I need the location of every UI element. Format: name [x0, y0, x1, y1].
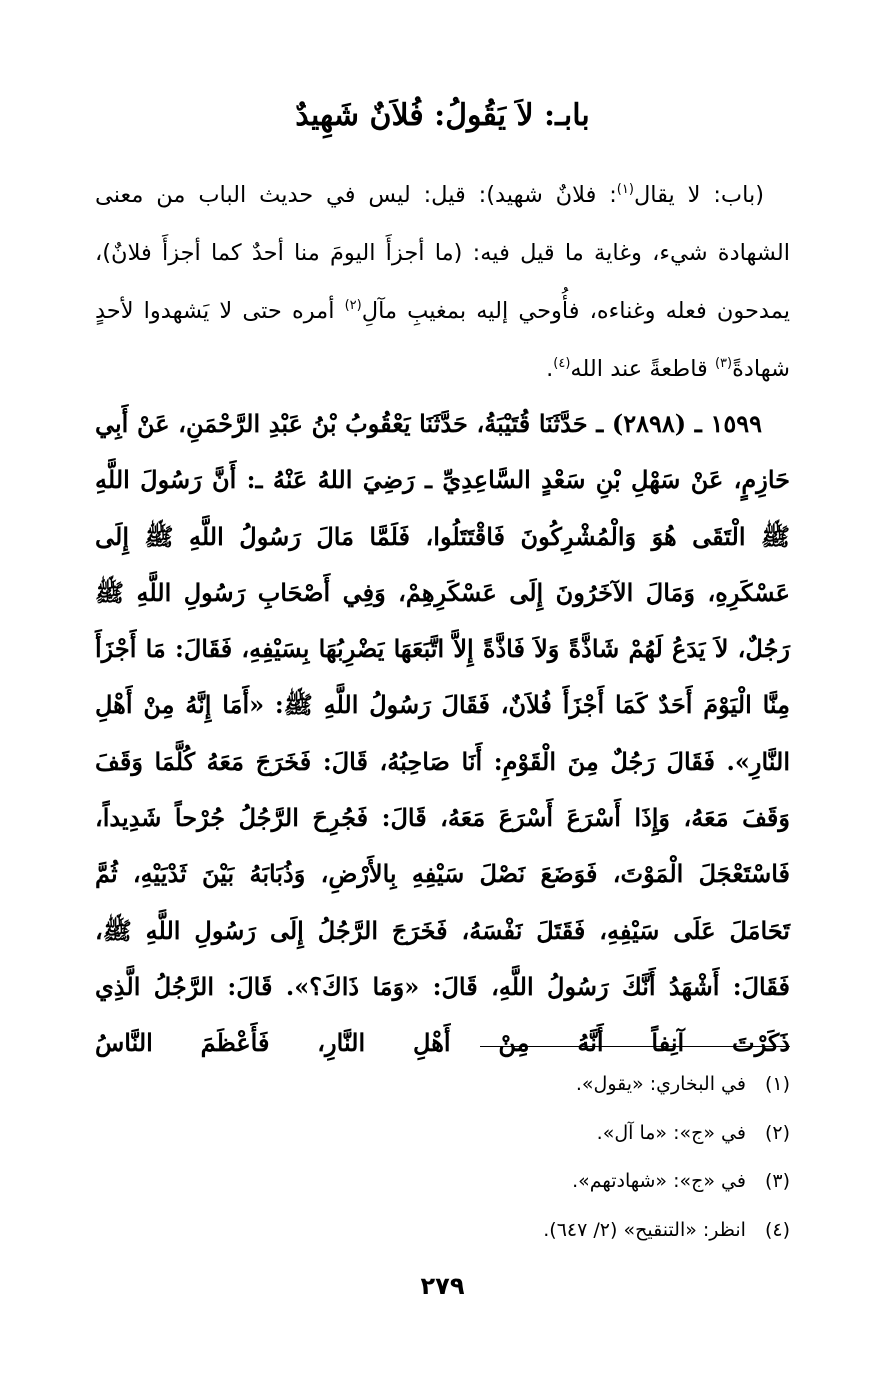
hadith-paragraph	[95, 396, 790, 1072]
commentary-segment: (باب: لا يقال	[633, 182, 764, 208]
footnotes-list	[95, 1060, 790, 1254]
footnote-text: في البخاري: «يقول».	[575, 1073, 746, 1095]
footnote-number: (٤)	[764, 1218, 790, 1241]
chapter-title: بابـ: لاَ يَقُولُ: فُلاَنٌ شَهِيدٌ	[295, 98, 590, 133]
footnote-item	[95, 1060, 790, 1109]
footnote-number: (١)	[764, 1073, 790, 1095]
hadith-text: ١٥٩٩ ـ (٢٨٩٨) ـ حَدَّثَنَا قُتَيْبَةُ، حَدَّثَنَا يَعْقُوبُ بْنُ عَبْدِ الرَّحْمَنِ، عَنْ أَبِي حَازِمٍ، عَنْ سَهْلِ بْنِ سَعْدٍ السَّاعِدِيِّ ـ رَضِيَ اللهُ عَنْهُ ـ: أَنَّ رَسُولَ اللَّهِ ﷺ الْتَقَى هُوَ وَالْمُشْرِكُونَ فَاقْتَتَلُوا، فَلَمَّا مَالَ رَسُولُ اللَّهِ ﷺ إِلَى عَسْكَرِهِ، وَمَالَ الآخَرُونَ إِلَى عَسْكَرِهِمْ، وَفِي أَصْحَابِ رَسُولِ اللَّهِ ﷺ رَجُلٌ، لاَ يَدَعُ لَهُمْ شَاذَّةً وَلاَ فَاذَّةً إِلاَّ اتَّبَعَهَا يَضْرِبُهَا بِسَيْفِهِ، فَقَالَ: مَا أَجْزَأَ مِنَّا الْيَوْمَ أَحَدٌ كَمَا أَجْزَأَ فُلاَنٌ، فَقَالَ رَسُولُ اللَّهِ ﷺ: «أَمَا إِنَّهُ مِنْ أَهْلِ النَّارِ». فَقَالَ رَجُلٌ مِنَ الْقَوْمِ: أَنَا صَاحِبُهُ، قَالَ: فَخَرَجَ مَعَهُ كُلَّمَا وَقَفَ وَقَفَ مَعَهُ، وَإِذَا أَسْرَعَ أَسْرَعَ مَعَهُ، قَالَ: فَجُرِحَ الرَّجُلُ جُرْحاً شَدِيداً، فَاسْتَعْجَلَ الْمَوْتَ، فَوَضَعَ نَصْلَ سَيْفِهِ بِالأَرْضِ، وَذُبَابَهُ بَيْنَ ثَدْيَيْهِ، ثُمَّ تَحَامَلَ عَلَى سَيْفِهِ، فَقَتَلَ نَفْسَهُ، فَخَرَجَ الرَّجُلُ إِلَى رَسُولِ اللَّهِ ﷺ، فَقَالَ: أَشْهَدُ أَنَّكَ رَسُولُ اللَّهِ، قَالَ: «وَمَا ذَاكَ؟». قَالَ: الرَّجُلُ الَّذِي ذَكَرْتَ آنِفاً أَنَّهُ مِنْ أَهْلِ النَّارِ، فَأَعْظَمَ النَّاسُ	[95, 409, 790, 1058]
footnote-text: انظر: «التنقيح» (٢/ ٦٤٧).	[543, 1218, 746, 1241]
footnote-divider	[480, 1046, 790, 1047]
commentary-paragraph	[95, 166, 790, 398]
footnote-marker[interactable]: (١)	[616, 182, 634, 197]
commentary-segment: قاطعةً عند الله	[570, 356, 715, 382]
footnote-marker[interactable]: (٣)	[714, 356, 733, 371]
commentary-segment: : فلانٌ شهيد): قيل: ليس في حديث الباب من معنى الشهادة شيء، وغاية ما قيل فيه: (ما أجزأَ اليومَ منا أحدٌ كما أجزأَ فلانٌ)، يمدحون فعله وغناءه، فأُوحي إليه بمغيبِ مآلِ	[95, 182, 790, 324]
footnote-number: (٣)	[764, 1170, 790, 1192]
footnote-text: في «ج»: «شهادتهم».	[572, 1170, 746, 1192]
commentary-segment: .	[546, 356, 554, 382]
footnote-text: في «ج»: «ما آل».	[596, 1121, 746, 1144]
footnote-item	[95, 1109, 790, 1158]
footnote-number: (٢)	[764, 1121, 790, 1144]
footnote-marker[interactable]: (٤)	[553, 356, 571, 371]
footnote-item	[95, 1206, 790, 1255]
commentary-segment: أمره حتى لا يَشهدوا لأحدٍ شهادةً	[95, 298, 790, 382]
footnote-item	[95, 1157, 790, 1206]
page-number: ٢٧٩	[420, 1272, 465, 1300]
footnote-marker[interactable]: (٢)	[344, 298, 362, 313]
